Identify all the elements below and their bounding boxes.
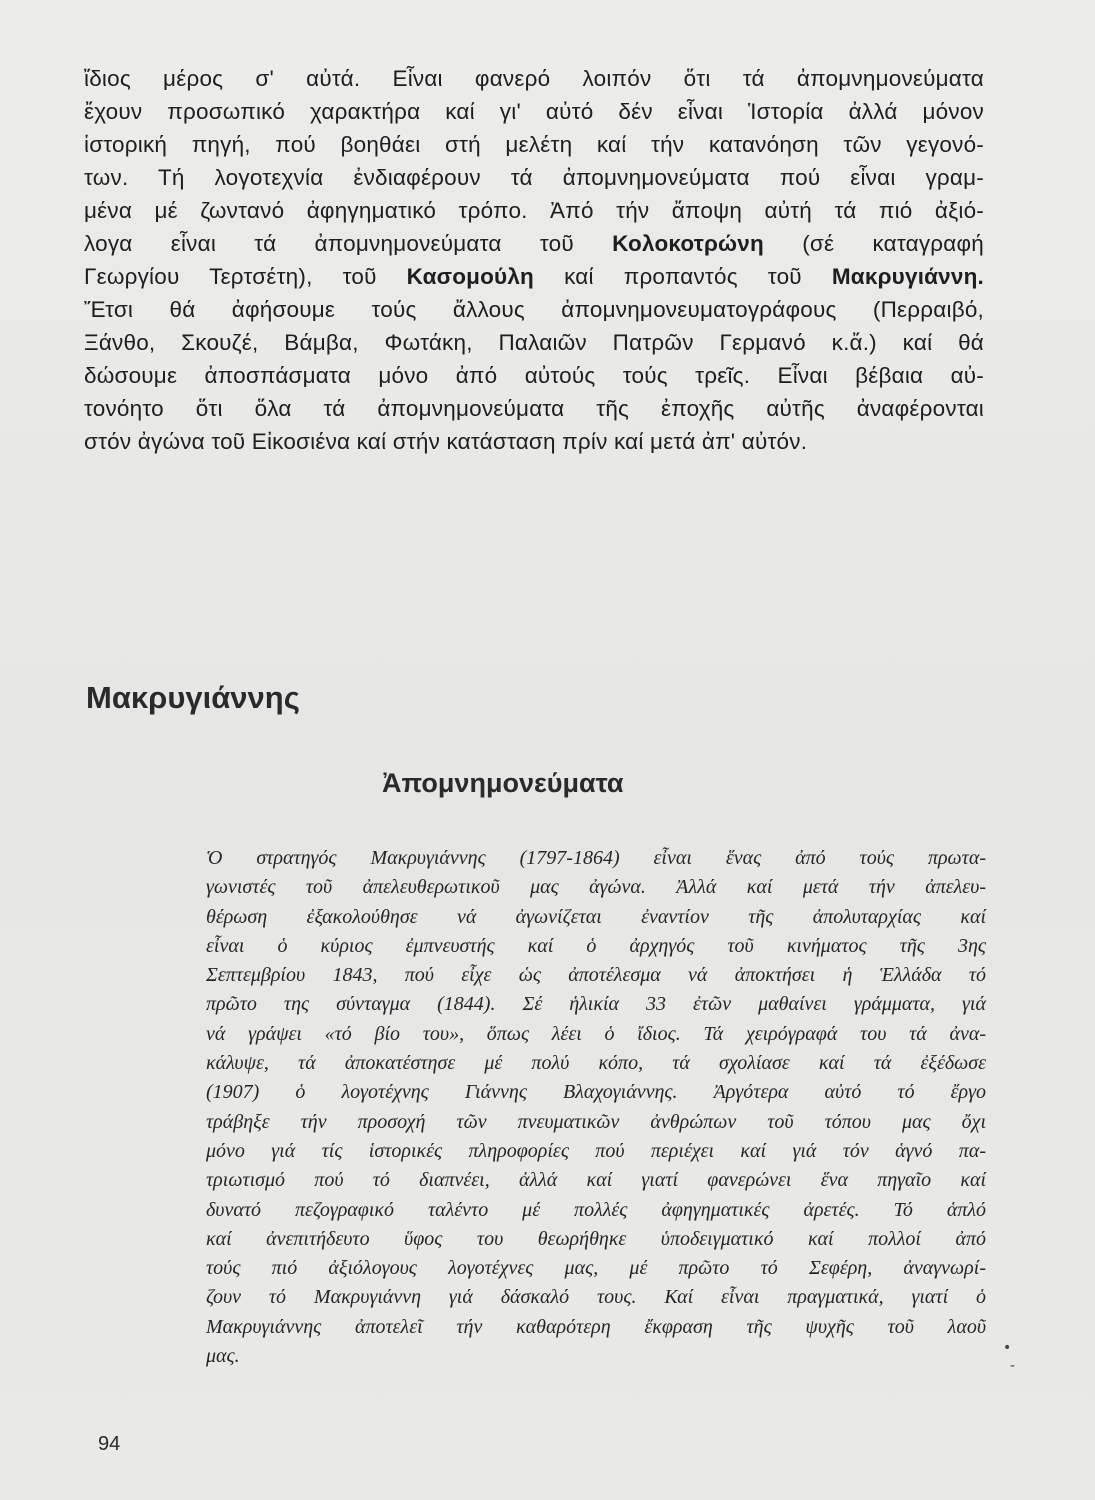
bio-line: ζουν τό Μακρυγιάννη γιά δάσκαλό τους. Καί εἶναι πραγματικά, γιατί ὁ: [206, 1286, 986, 1309]
intro-paragraph: [84, 62, 984, 458]
sub-heading: Ἀπομνημονεύματα: [382, 768, 624, 798]
intro-line: τονόητο ὅτι ὅλα τά ἀπομνημονεύματα τῆς ἐποχῆς αὐτῆς ἀναφέρονται: [84, 396, 984, 421]
intro-line: στόν ἀγώνα τοῦ Εἰκοσιένα καί στήν κατάσταση πρίν καί μετά ἀπ' αὐτόν.: [84, 429, 808, 454]
intro-line: ἱστορική πηγή, πού βοηθάει στή μελέτη καί τήν κατανόηση τῶν γεγονό-: [84, 132, 984, 157]
bio-line: τριωτισμό πού τό διαπνέει, ἀλλά καί γιατί φανερώνει ἕνα πηγαῖο καί: [206, 1169, 986, 1192]
bio-line: εἶναι ὁ κύριος ἐμπνευστής καί ὁ ἀρχηγός τοῦ κινήματος τῆς 3ης: [206, 934, 986, 957]
name-kasomoulis: Κασομούλη: [406, 264, 535, 289]
bio-line: μας.: [206, 1345, 240, 1368]
bio-line: κάλυψε, τά ἀποκατέστησε μέ πολύ κόπο, τά σχολίασε καί τά ἐξέδωσε: [206, 1052, 986, 1075]
bio-line: θέρωση ἐξακολούθησε νά ἀγωνίζεται ἐναντίον τῆς ἀπολυταρχίας καί: [206, 905, 986, 928]
bio-line: καί ἀνεπιτήδευτο ὕφος του θεωρήθηκε ὑποδειγματικό καί πολλοί ἀπό: [206, 1227, 986, 1250]
section-heading: Μακρυγιάννης: [86, 680, 300, 715]
bio-line: (1907) ὁ λογοτέχνης Γιάννης Βλαχογιάννης. Ἀργότερα αὐτό τό ἔργο: [206, 1081, 986, 1104]
bio-line: μόνο γιά τίς ἱστορικές πληροφορίες πού περιέχει καί γιά τόν ἁγνό πα-: [206, 1139, 986, 1162]
intro-line: Γεωργίου Τερτσέτη), τοῦ Κασομούλη καί προπαντός τοῦ Μακρυγιάννη.: [84, 264, 984, 289]
bio-line: Ὁ στρατηγός Μακρυγιάννης (1797-1864) εἶναι ἕνας ἀπό τούς πρωτα-: [206, 847, 986, 869]
bio-line: δυνατό πεζογραφικό ταλέντο μέ πολλές ἀφηγηματικές ἀρετές. Τό ἁπλό: [206, 1198, 986, 1221]
bio-line: πρῶτο της σύνταγμα (1844). Σέ ἡλικία 33 ἐτῶν μαθαίνει γράμματα, γιά: [206, 993, 986, 1016]
intro-line: λογα εἶναι τά ἀπομνημονεύματα τοῦ Κολοκοτρώνη (σέ καταγραφή: [84, 231, 984, 256]
bio-paragraph: [206, 844, 986, 1371]
intro-line: Ξάνθο, Σκουζέ, Βάμβα, Φωτάκη, Παλαιῶν Πατρῶν Γερμανό κ.ἄ.) καί θά: [84, 330, 984, 355]
intro-line: ἔχουν προσωπικό χαρακτήρα καί γι' αὐτό δέν εἶναι Ἱστορία ἀλλά μόνον: [84, 99, 984, 124]
ink-speck: -: [1010, 1358, 1016, 1374]
bio-line: Σεπτεμβρίου 1843, πού εἶχε ὡς ἀποτέλεσμα νά ἀποκτήσει ἡ Ἑλλάδα τό: [206, 964, 986, 987]
page-number: 94: [98, 1433, 121, 1455]
bio-line: νά γράψει «τό βίο του», ὅπως λέει ὁ ἴδιος. Τά χειρόγραφά του τά ἀνα-: [206, 1022, 986, 1045]
bio-line: γωνιστές τοῦ ἀπελευθερωτικοῦ μας ἀγώνα. Ἀλλά καί μετά τήν ἀπελευ-: [206, 876, 986, 899]
name-makrygiannis: Μακρυγιάννη.: [831, 264, 984, 289]
bio-line: τράβηξε τήν προσοχή τῶν πνευματικῶν ἀνθρώπων τοῦ τόπου μας ὄχι: [206, 1110, 986, 1133]
intro-line: ἴδιος μέρος σ' αὐτά. Εἶναι φανερό λοιπόν ὅτι τά ἀπομνημονεύματα: [84, 66, 984, 91]
intro-line: των. Τή λογοτεχνία ἐνδιαφέρουν τά ἀπομνημονεύματα πού εἶναι γραμ-: [84, 165, 984, 190]
intro-line: Ἔτσι θά ἀφήσουμε τούς ἄλλους ἀπομνημονευματογράφους (Περραιβό,: [84, 297, 984, 322]
ink-speck: •: [1003, 1340, 1012, 1356]
intro-line: μένα μέ ζωντανό ἀφηγηματικό τρόπο. Ἀπό τήν ἄποψη αὐτή τά πιό ἀξιό-: [84, 198, 984, 223]
bio-line: Μακρυγιάννης ἀποτελεῖ τήν καθαρότερη ἔκφραση τῆς ψυχῆς τοῦ λαοῦ: [206, 1315, 986, 1338]
intro-line: δώσουμε ἀποσπάσματα μόνο ἀπό αὐτούς τούς τρεῖς. Εἶναι βέβαια αὐ-: [84, 363, 984, 388]
bio-line: τούς πιό ἀξιόλογους λογοτέχνες μας, μέ πρῶτο τό Σεφέρη, ἀναγνωρί-: [206, 1257, 986, 1280]
name-kolokotronis: Κολοκοτρώνη: [612, 231, 764, 256]
